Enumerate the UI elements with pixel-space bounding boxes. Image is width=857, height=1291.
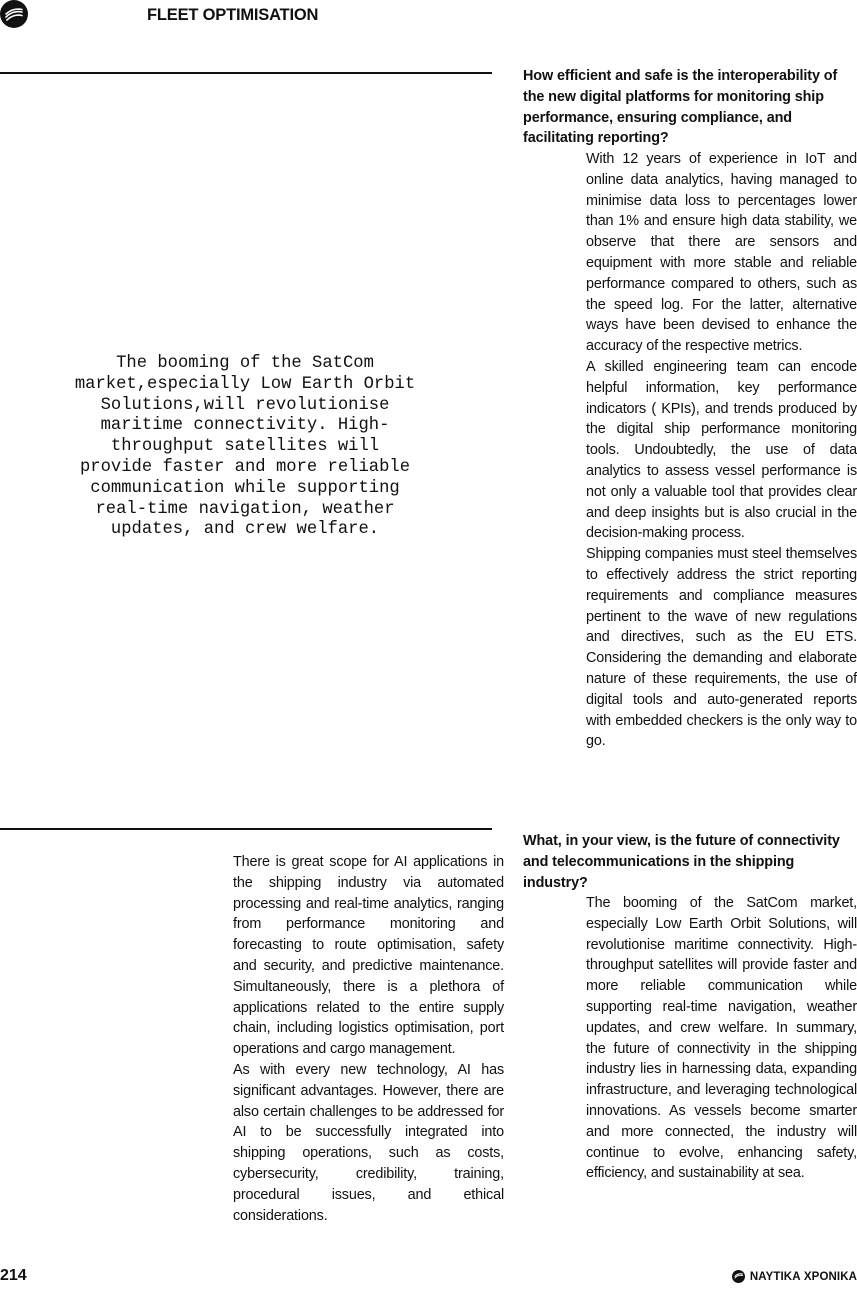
body-paragraph: As with every new technology, AI has significant advantages. However, there are also certain challenges to be addressed for AI to be successfully integrated into shipping operations, such as costs, cybersecurity, credibility, training, procedural issues, and ethical considerations. — [233, 1061, 504, 1224]
brand-logo-icon — [732, 1270, 745, 1283]
answer-1-paragraph: A skilled engineering team can encode helpful information, key performance indicators ( KPIs), and trends produced by the digital ship performance monitoring tools. Undoubtedly, the use of data analytics to assess vessel performance is not only a valuable tool that provides clear and deep insights but is also crucial in the decision-making process. — [586, 358, 857, 542]
answer-2 — [586, 893, 857, 1184]
answer-1-paragraph: Shipping companies must steel themselves to effectively address the strict reporting requirements and compliance measures pertinent to the wave of new regulations and directives, such as the EU ETS. Considering the demanding and elaborate nature of these requirements, the use of digital tools and auto-generated reports with embedded checkers is the only way to go. — [586, 546, 857, 750]
section-title: FLEET OPTIMISATION — [147, 6, 319, 24]
top-divider — [0, 72, 492, 74]
question-2: What, in your view, is the future of connectivity and telecommunications in the shipping industry? — [523, 833, 840, 891]
brand-name: ΝΑΥΤΙΚΑ ΧΡΟΝΙΚΑ — [749, 1270, 857, 1283]
answer-2-paragraph: The booming of the SatCom market, especially Low Earth Orbit Solutions, will revolutionise maritime connectivity. High-throughput satellites will provide faster and more reliable communication while supporting real-time navigation, weather updates, and crew welfare. In summary, the future of connectivity in the shipping industry lies in harnessing data, expanding infrastructure, and leveraging technological innovations. As vessels become smarter and more connected, the industry will continue to evolve, enhancing safety, efficiency, and sustainability at sea. — [586, 895, 857, 1182]
pull-quote: The booming of the SatCom market,especially Low Earth Orbit Solutions,will revolutionise maritime connectivity. High-throughput satellites will provide faster and more reliable communication while supporting real-time navigation, weather updates, and crew welfare. — [74, 354, 416, 540]
publication-logo-icon — [0, 0, 28, 28]
answer-1 — [586, 149, 857, 752]
page-number: 214 — [0, 1267, 27, 1284]
question-1: How efficient and safe is the interoperability of the new digital platforms for monitoring ship performance, ensuring compliance, and facilitating reporting? — [523, 68, 838, 147]
body-paragraph: There is great scope for AI applications in the shipping industry via automated processing and real-time analytics, ranging from performance monitoring and forecasting to route optimisation, safety and security, and predictive maintenance. Simultaneously, there is a plethora of applications related to the entire supply chain, including logistics optimisation, port operations and cargo management. — [233, 854, 504, 1058]
middle-divider — [0, 828, 492, 830]
answer-1-paragraph: With 12 years of experience in IoT and online data analytics, having managed to minimise data loss to percentages lower than 1% and ensure high data stability, we observe that there are sensors and equipment with more stable and reliable performance compared to others, such as the speed log. For the latter, alternative ways have been devised to enhance the accuracy of the respective metrics. — [586, 151, 857, 355]
footer-brand — [732, 1270, 857, 1283]
ai-applications-text — [233, 852, 504, 1226]
